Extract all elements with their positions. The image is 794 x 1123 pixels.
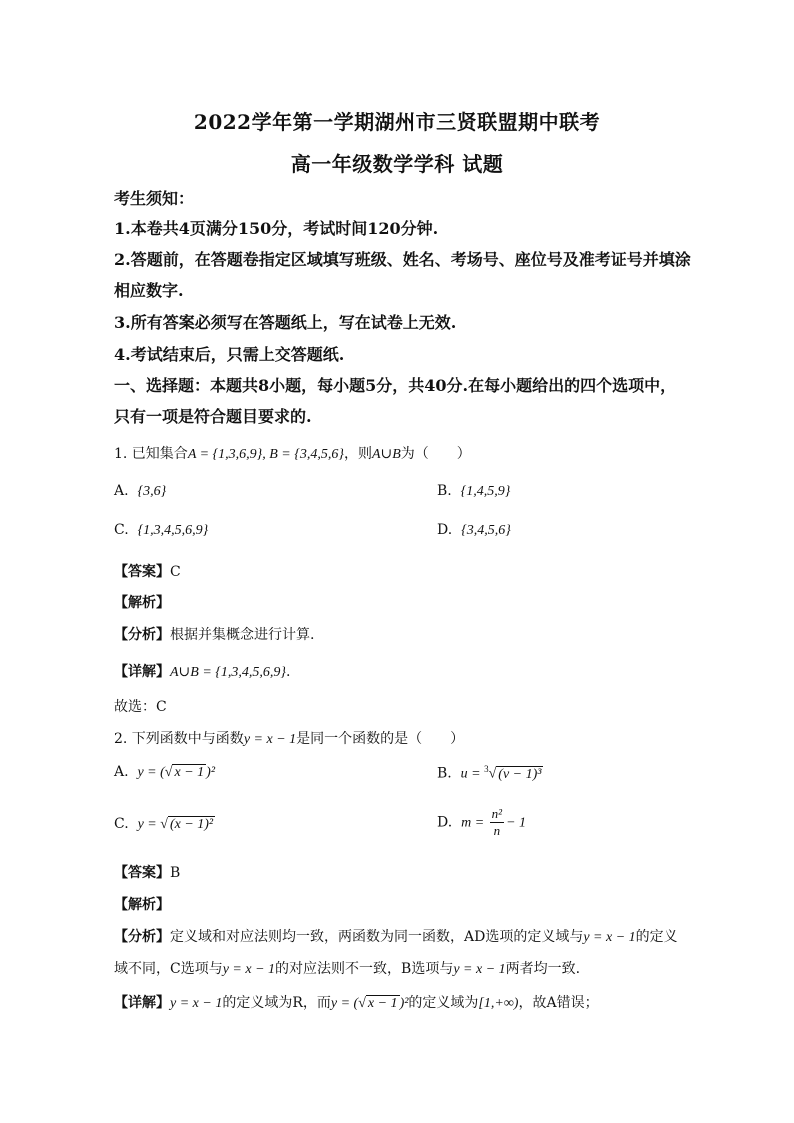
q2-option-a: A. y = (√ x − 1 )² <box>114 764 216 780</box>
notice-item-2-cont: 相应数字. <box>114 281 184 300</box>
q1-sets: A = {1,3,6,9}, B = {3,4,5,6} <box>187 447 344 462</box>
q1-xiangjie: 【详解】A∪B = {1,3,4,5,6,9}. <box>114 664 291 680</box>
q1-option-b: B. {1,4,5,9} <box>437 483 511 499</box>
q2-option-c: C. y = √ (x − 1)² <box>114 816 214 832</box>
q1-option-c: C. {1,3,4,5,6,9} <box>114 522 209 538</box>
notice-item-3: 3.所有答案必须写在答题纸上，写在试卷上无效. <box>114 313 457 332</box>
q1-option-a: A. {3,6} <box>114 483 167 499</box>
q2-fenxi: 【分析】定义域和对应法则均一致，两函数为同一函数，AD选项的定义域与y = x − 1的定义 <box>114 929 678 945</box>
q1-conclusion: 故选：C <box>114 699 167 715</box>
q1-option-d: D. {3,4,5,6} <box>437 522 511 538</box>
notice-item-2: 2.答题前，在答题卷指定区域填写班级、姓名、考场号、座位号及准考证号并填涂 <box>114 250 691 269</box>
q1-analysis-tag: 【解析】 <box>114 595 170 611</box>
section-heading-cont: 只有一项是符合题目要求的. <box>114 407 312 426</box>
notice-heading: 考生须知： <box>114 189 195 208</box>
notice-item-1: 1.本卷共4页满分150分，考试时间120分钟. <box>114 219 439 238</box>
q2-option-d: D. m = $\frac{\text{n²}}{n}$ − 1 <box>437 806 527 838</box>
exam-title: 2022学年第一学期湖州市三贤联盟期中联考 <box>193 110 601 134</box>
notice-item-4: 4.考试结束后，只需上交答题纸. <box>114 345 345 364</box>
question-2: 2. 下列函数中与函数y = x − 1是同一个函数的是（ ） <box>114 731 465 747</box>
exam-subtitle: 高一年级数学学科 试题 <box>290 152 504 176</box>
section-heading: 一、选择题：本题共8小题，每小题5分，共40分.在每小题给出的四个选项中， <box>114 376 677 395</box>
question-1: 1. 已知集合A = {1,3,6,9}, B = {3,4,5,6}，则A∪B为（ ） <box>114 446 471 462</box>
q2-option-b: B. u = $^3$√ (v − 1)³ <box>437 764 542 782</box>
q1-fenxi: 【分析】根据并集概念进行计算. <box>114 627 315 643</box>
q2-fenxi-cont: 域不同，C选项与y = x − 1的对应法则不一致，B选项与y = x − 1两者均一致. <box>114 961 581 977</box>
q1-answer: 【答案】C <box>114 564 181 580</box>
q2-answer: 【答案】B <box>114 865 181 881</box>
q2-xiangjie: 【详解】y = x − 1的定义域为R，而y = (√ x − 1 )²的定义域为[1,+∞)，故A错误； <box>114 995 599 1011</box>
q2-analysis-tag: 【解析】 <box>114 897 170 913</box>
